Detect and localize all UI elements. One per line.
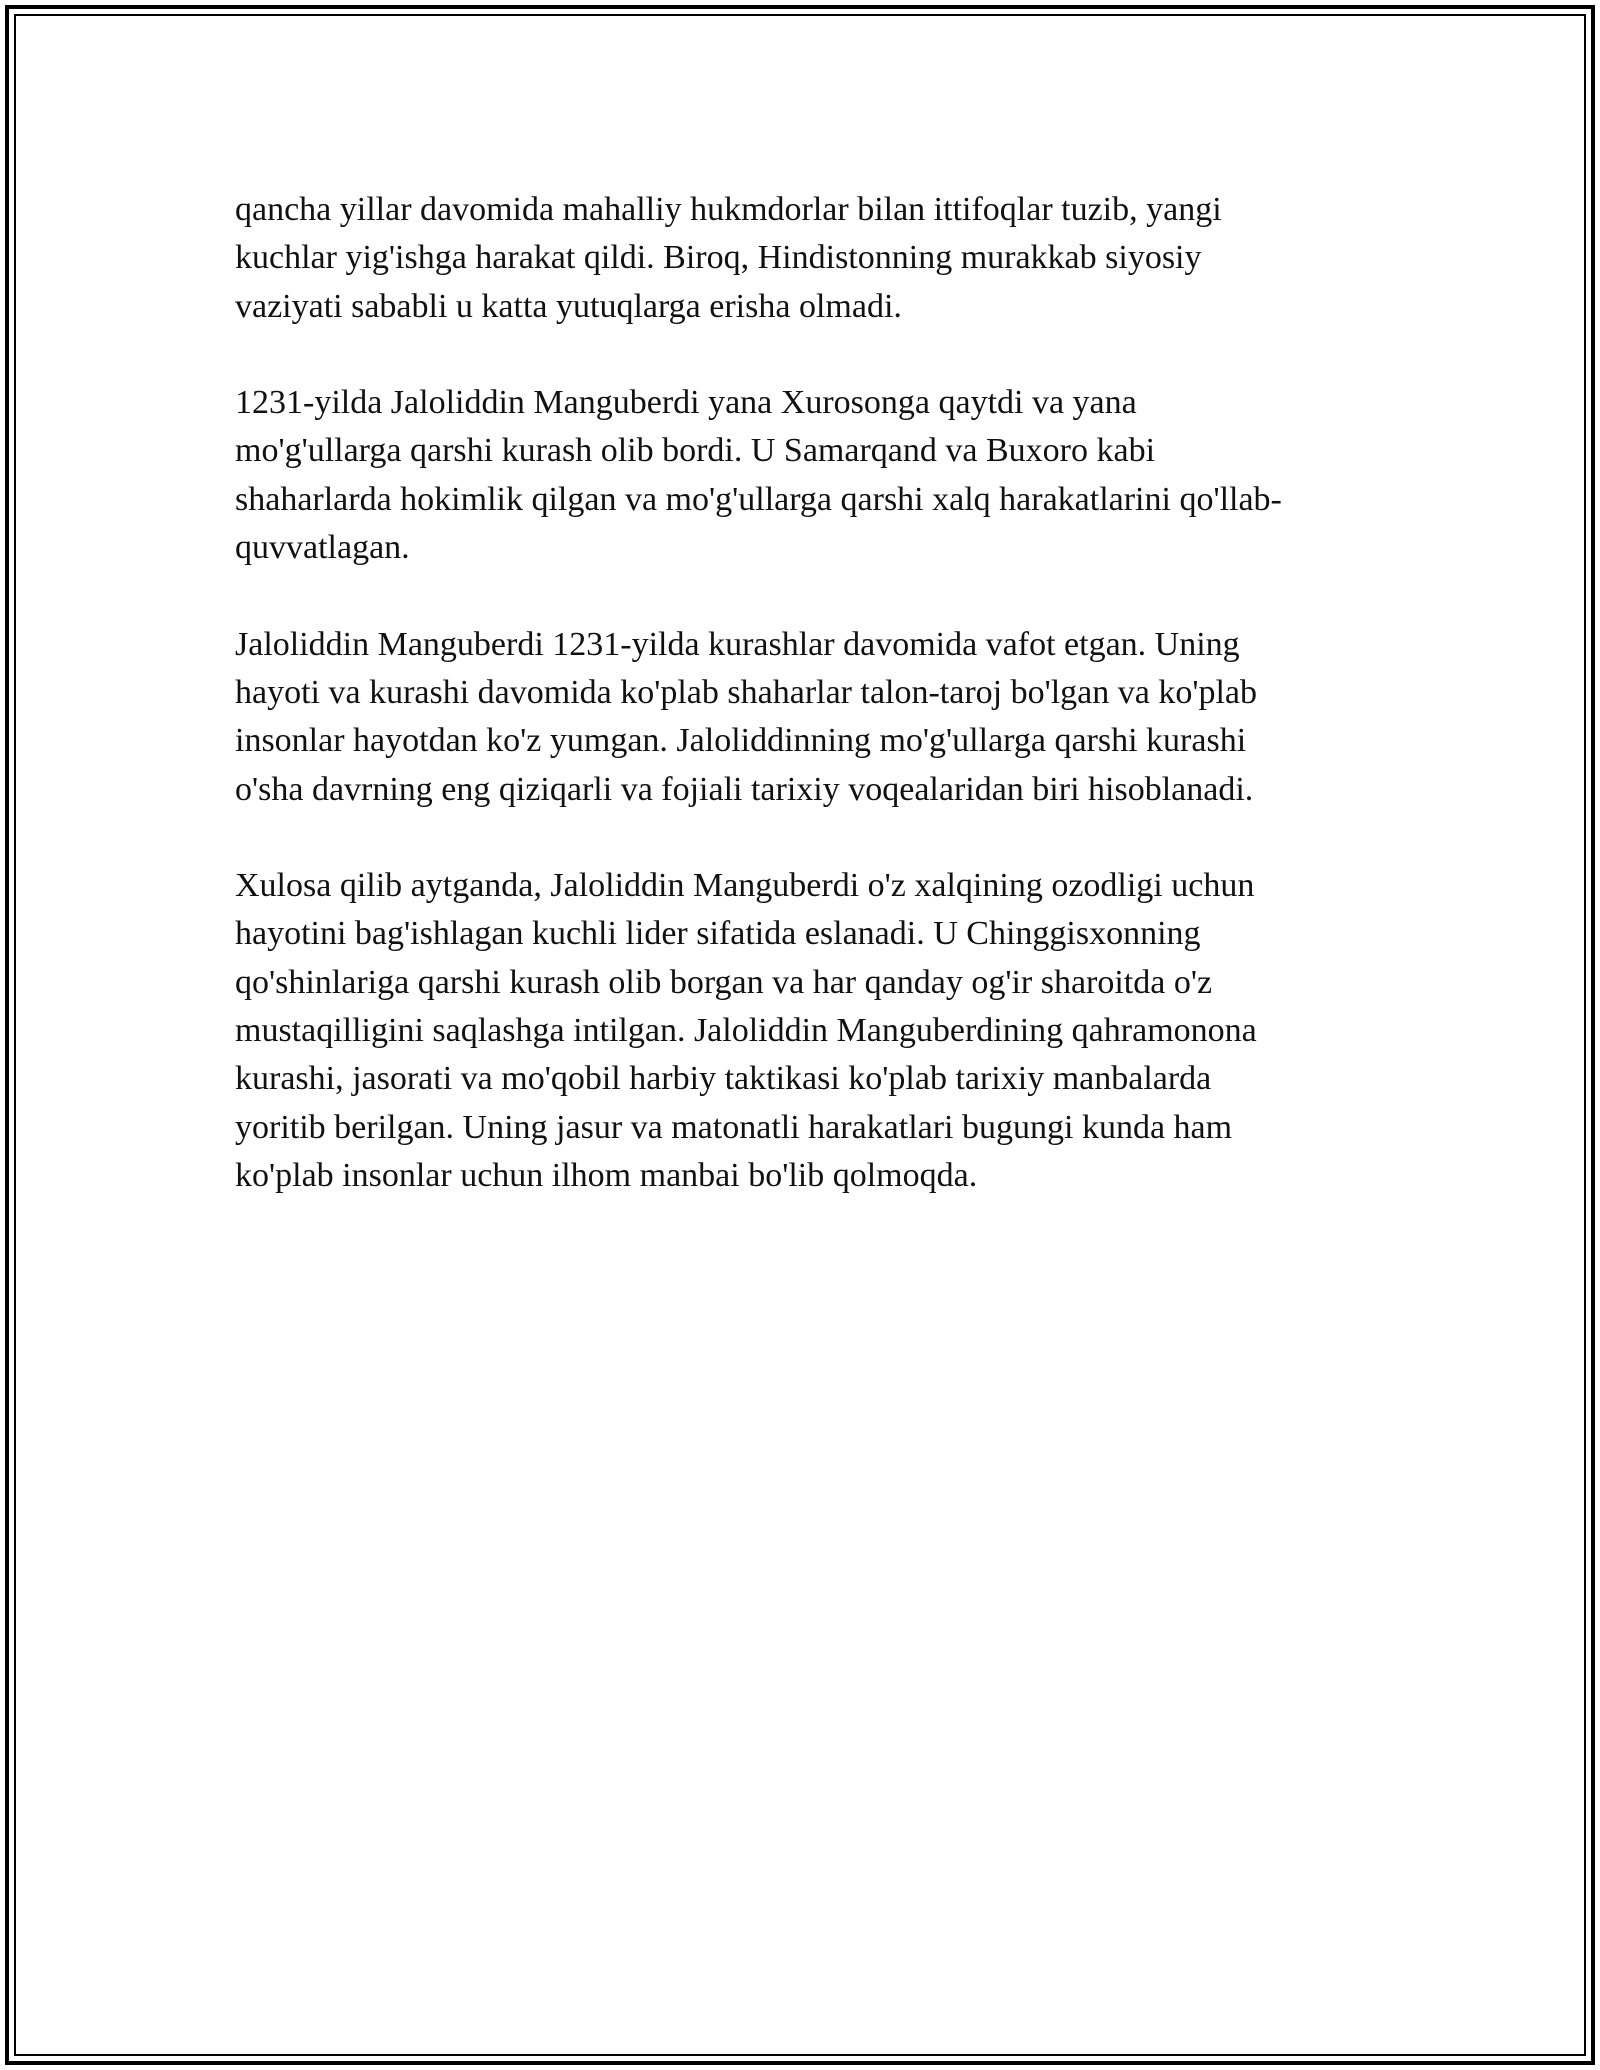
- text-line: mustaqilligini saqlashga intilgan. Jaloliddin Manguberdining qahramonona: [235, 1012, 1257, 1050]
- text-line: qo'shinlariga qarshi kurash olib borgan va har qanday og'ir sharoitda o'z: [235, 963, 1213, 1001]
- text-line: qancha yillar davomida mahalliy hukmdorlar bilan ittifoqlar tuzib, yangi: [235, 191, 1222, 228]
- text-line: mo'g'ullarga qarshi kurash olib bordi. U Samarqand va Buxoro kabi: [235, 432, 1156, 470]
- text-line: Jaloliddin Manguberdi 1231-yilda kurashlar davomida vafot etgan. Uning: [235, 625, 1240, 663]
- paragraph-1: [235, 186, 1395, 331]
- text-line: quvvatlagan.: [235, 529, 410, 567]
- text-line: kuchlar yig'ishga harakat qildi. Biroq, Hindistonning murakkab siyosiy: [235, 239, 1202, 277]
- text-line: hayotini bag'ishlagan kuchli lider sifatida eslanadi. U Chinggisxonning: [235, 915, 1201, 953]
- text-line: vaziyati sababli u katta yutuqlarga erisha olmadi.: [235, 287, 902, 325]
- text-line: shaharlarda hokimlik qilgan va mo'g'ullarga qarshi xalq harakatlarini qo'llab-: [235, 480, 1282, 518]
- text-line: Xulosa qilib aytganda, Jaloliddin Manguberdi o'z xalqining ozodligi uchun: [235, 867, 1255, 905]
- text-line: ko'plab insonlar uchun ilhom manbai bo'lib qolmoqda.: [235, 1156, 978, 1194]
- paragraph-2: [235, 379, 1395, 572]
- text-line: o'sha davrning eng qiziqarli va fojiali tarixiy voqealaridan biri hisoblanadi.: [235, 770, 1254, 808]
- document-body: [235, 186, 1395, 1249]
- text-line: yoritib berilgan. Uning jasur va matonatli harakatlari bugungi kunda ham: [235, 1108, 1233, 1146]
- text-line: kurashi, jasorati va mo'qobil harbiy taktikasi ko'plab tarixiy manbalarda: [235, 1060, 1212, 1098]
- paragraph-4: [235, 862, 1395, 1200]
- text-line: hayoti va kurashi davomida ko'plab shaharlar talon-taroj bo'lgan va ko'plab: [235, 673, 1258, 711]
- text-line: insonlar hayotdan ko'z yumgan. Jaloliddinning mo'g'ullarga qarshi kurashi: [235, 722, 1247, 760]
- paragraph-3: [235, 621, 1395, 814]
- text-line: 1231-yilda Jaloliddin Manguberdi yana Xurosonga qaytdi va yana: [235, 384, 1137, 422]
